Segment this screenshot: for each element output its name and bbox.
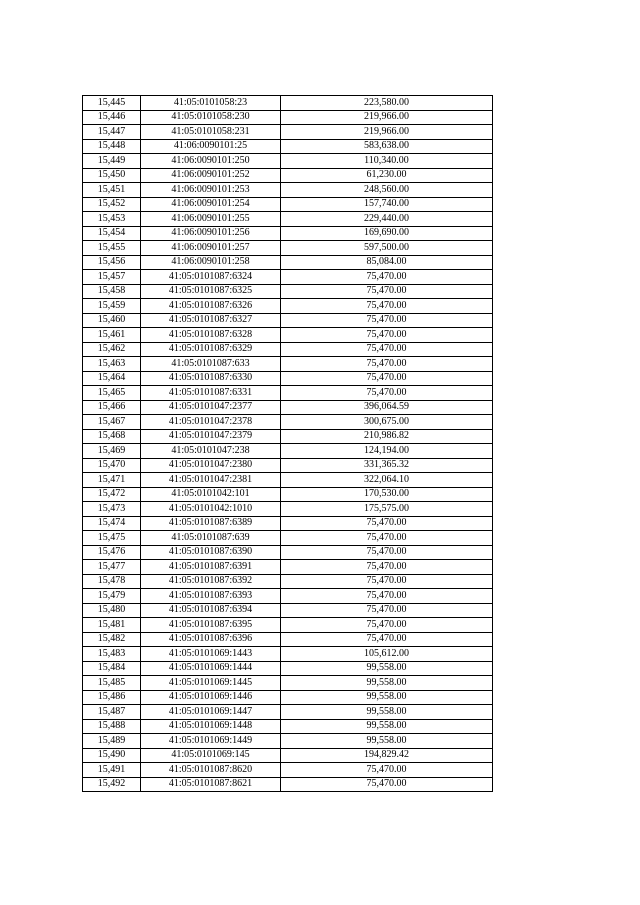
row-number-cell: 15,457 <box>83 270 141 285</box>
row-number-cell: 15,467 <box>83 415 141 430</box>
cadastral-number-cell: 41:05:0101069:1444 <box>141 661 281 676</box>
row-number-cell: 15,484 <box>83 661 141 676</box>
row-number-cell: 15,487 <box>83 705 141 720</box>
table-row <box>83 458 493 473</box>
table-row <box>83 168 493 183</box>
table-row <box>83 748 493 763</box>
cadastral-number-cell: 41:06:0090101:256 <box>141 226 281 241</box>
row-number-cell: 15,468 <box>83 429 141 444</box>
table-row <box>83 270 493 285</box>
value-cell: 75,470.00 <box>281 589 493 604</box>
table-row <box>83 415 493 430</box>
row-number-cell: 15,480 <box>83 603 141 618</box>
cadastral-number-cell: 41:05:0101069:1446 <box>141 690 281 705</box>
cadastral-number-cell: 41:05:0101087:6331 <box>141 386 281 401</box>
table-row <box>83 763 493 778</box>
table-row <box>83 241 493 256</box>
value-cell: 75,470.00 <box>281 313 493 328</box>
cadastral-number-cell: 41:06:0090101:253 <box>141 183 281 198</box>
row-number-cell: 15,465 <box>83 386 141 401</box>
value-cell: 75,470.00 <box>281 603 493 618</box>
cadastral-number-cell: 41:06:0090101:250 <box>141 154 281 169</box>
value-cell: 75,470.00 <box>281 763 493 778</box>
cadastral-number-cell: 41:05:0101058:23 <box>141 96 281 111</box>
value-cell: 157,740.00 <box>281 197 493 212</box>
row-number-cell: 15,486 <box>83 690 141 705</box>
row-number-cell: 15,466 <box>83 400 141 415</box>
row-number-cell: 15,470 <box>83 458 141 473</box>
cadastral-number-cell: 41:05:0101087:6326 <box>141 299 281 314</box>
value-cell: 75,470.00 <box>281 574 493 589</box>
row-number-cell: 15,478 <box>83 574 141 589</box>
table-row <box>83 96 493 111</box>
value-cell: 75,470.00 <box>281 632 493 647</box>
cadastral-number-cell: 41:05:0101047:2380 <box>141 458 281 473</box>
cadastral-number-cell: 41:05:0101087:6328 <box>141 328 281 343</box>
row-number-cell: 15,445 <box>83 96 141 111</box>
cadastral-number-cell: 41:05:0101087:6329 <box>141 342 281 357</box>
cadastral-number-cell: 41:05:0101087:639 <box>141 531 281 546</box>
value-cell: 75,470.00 <box>281 386 493 401</box>
row-number-cell: 15,453 <box>83 212 141 227</box>
row-number-cell: 15,492 <box>83 777 141 792</box>
row-number-cell: 15,490 <box>83 748 141 763</box>
cadastral-number-cell: 41:05:0101058:231 <box>141 125 281 140</box>
data-table <box>82 95 493 792</box>
row-number-cell: 15,485 <box>83 676 141 691</box>
value-cell: 396,064.59 <box>281 400 493 415</box>
value-cell: 75,470.00 <box>281 531 493 546</box>
value-cell: 194,829.42 <box>281 748 493 763</box>
table-body <box>83 96 493 792</box>
cadastral-number-cell: 41:06:0090101:255 <box>141 212 281 227</box>
table-row <box>83 473 493 488</box>
table-row <box>83 647 493 662</box>
cadastral-number-cell: 41:06:0090101:257 <box>141 241 281 256</box>
row-number-cell: 15,474 <box>83 516 141 531</box>
row-number-cell: 15,458 <box>83 284 141 299</box>
row-number-cell: 15,460 <box>83 313 141 328</box>
row-number-cell: 15,475 <box>83 531 141 546</box>
value-cell: 597,500.00 <box>281 241 493 256</box>
value-cell: 219,966.00 <box>281 125 493 140</box>
row-number-cell: 15,446 <box>83 110 141 125</box>
cadastral-number-cell: 41:06:0090101:258 <box>141 255 281 270</box>
table-row <box>83 197 493 212</box>
table-row <box>83 125 493 140</box>
row-number-cell: 15,488 <box>83 719 141 734</box>
cadastral-number-cell: 41:05:0101042:1010 <box>141 502 281 517</box>
cadastral-number-cell: 41:05:0101047:2378 <box>141 415 281 430</box>
cadastral-number-cell: 41:06:0090101:25 <box>141 139 281 154</box>
cadastral-number-cell: 41:05:0101069:1449 <box>141 734 281 749</box>
cadastral-number-cell: 41:05:0101087:6327 <box>141 313 281 328</box>
table-row <box>83 705 493 720</box>
table-row <box>83 400 493 415</box>
table-row <box>83 603 493 618</box>
table-row <box>83 734 493 749</box>
table-row <box>83 676 493 691</box>
value-cell: 75,470.00 <box>281 357 493 372</box>
cadastral-number-cell: 41:05:0101069:145 <box>141 748 281 763</box>
table-row <box>83 661 493 676</box>
cadastral-number-cell: 41:05:0101069:1448 <box>141 719 281 734</box>
row-number-cell: 15,473 <box>83 502 141 517</box>
value-cell: 223,580.00 <box>281 96 493 111</box>
table-row <box>83 371 493 386</box>
value-cell: 219,966.00 <box>281 110 493 125</box>
row-number-cell: 15,483 <box>83 647 141 662</box>
table-row <box>83 487 493 502</box>
value-cell: 61,230.00 <box>281 168 493 183</box>
table-row <box>83 255 493 270</box>
cadastral-number-cell: 41:05:0101087:6394 <box>141 603 281 618</box>
row-number-cell: 15,463 <box>83 357 141 372</box>
table-row <box>83 154 493 169</box>
value-cell: 110,340.00 <box>281 154 493 169</box>
value-cell: 99,558.00 <box>281 705 493 720</box>
row-number-cell: 15,464 <box>83 371 141 386</box>
cadastral-number-cell: 41:05:0101087:6393 <box>141 589 281 604</box>
value-cell: 75,470.00 <box>281 545 493 560</box>
row-number-cell: 15,452 <box>83 197 141 212</box>
table-row <box>83 139 493 154</box>
table-row <box>83 328 493 343</box>
value-cell: 75,470.00 <box>281 777 493 792</box>
table-row <box>83 719 493 734</box>
value-cell: 75,470.00 <box>281 299 493 314</box>
row-number-cell: 15,455 <box>83 241 141 256</box>
value-cell: 85,084.00 <box>281 255 493 270</box>
cadastral-number-cell: 41:05:0101087:6390 <box>141 545 281 560</box>
table-row <box>83 110 493 125</box>
value-cell: 170,530.00 <box>281 487 493 502</box>
table-row <box>83 690 493 705</box>
value-cell: 169,690.00 <box>281 226 493 241</box>
table-row <box>83 183 493 198</box>
row-number-cell: 15,477 <box>83 560 141 575</box>
value-cell: 75,470.00 <box>281 516 493 531</box>
value-cell: 322,064.10 <box>281 473 493 488</box>
value-cell: 105,612.00 <box>281 647 493 662</box>
row-number-cell: 15,459 <box>83 299 141 314</box>
table-row <box>83 313 493 328</box>
table-row <box>83 284 493 299</box>
row-number-cell: 15,482 <box>83 632 141 647</box>
value-cell: 210,986.82 <box>281 429 493 444</box>
cadastral-number-cell: 41:05:0101069:1445 <box>141 676 281 691</box>
table-row <box>83 429 493 444</box>
cadastral-number-cell: 41:05:0101087:6330 <box>141 371 281 386</box>
value-cell: 75,470.00 <box>281 560 493 575</box>
table-row <box>83 574 493 589</box>
value-cell: 175,575.00 <box>281 502 493 517</box>
cadastral-number-cell: 41:05:0101087:8621 <box>141 777 281 792</box>
row-number-cell: 15,447 <box>83 125 141 140</box>
cadastral-number-cell: 41:06:0090101:254 <box>141 197 281 212</box>
table-row <box>83 589 493 604</box>
row-number-cell: 15,461 <box>83 328 141 343</box>
table-row <box>83 502 493 517</box>
cadastral-number-cell: 41:05:0101047:2381 <box>141 473 281 488</box>
value-cell: 99,558.00 <box>281 661 493 676</box>
value-cell: 99,558.00 <box>281 734 493 749</box>
value-cell: 99,558.00 <box>281 676 493 691</box>
cadastral-number-cell: 41:05:0101087:6324 <box>141 270 281 285</box>
value-cell: 75,470.00 <box>281 270 493 285</box>
value-cell: 75,470.00 <box>281 618 493 633</box>
row-number-cell: 15,456 <box>83 255 141 270</box>
table-row <box>83 560 493 575</box>
row-number-cell: 15,448 <box>83 139 141 154</box>
value-cell: 75,470.00 <box>281 342 493 357</box>
value-cell: 229,440.00 <box>281 212 493 227</box>
table-row <box>83 444 493 459</box>
cadastral-number-cell: 41:05:0101058:230 <box>141 110 281 125</box>
row-number-cell: 15,481 <box>83 618 141 633</box>
cadastral-number-cell: 41:05:0101087:6392 <box>141 574 281 589</box>
row-number-cell: 15,454 <box>83 226 141 241</box>
value-cell: 99,558.00 <box>281 719 493 734</box>
value-cell: 99,558.00 <box>281 690 493 705</box>
value-cell: 75,470.00 <box>281 328 493 343</box>
row-number-cell: 15,479 <box>83 589 141 604</box>
row-number-cell: 15,491 <box>83 763 141 778</box>
row-number-cell: 15,476 <box>83 545 141 560</box>
table-row <box>83 531 493 546</box>
table-row <box>83 342 493 357</box>
table-row <box>83 632 493 647</box>
row-number-cell: 15,469 <box>83 444 141 459</box>
row-number-cell: 15,471 <box>83 473 141 488</box>
cadastral-number-cell: 41:05:0101087:6395 <box>141 618 281 633</box>
cadastral-number-cell: 41:06:0090101:252 <box>141 168 281 183</box>
value-cell: 300,675.00 <box>281 415 493 430</box>
table-row <box>83 212 493 227</box>
table-row <box>83 516 493 531</box>
value-cell: 75,470.00 <box>281 371 493 386</box>
table-row <box>83 545 493 560</box>
cadastral-number-cell: 41:05:0101087:6396 <box>141 632 281 647</box>
value-cell: 331,365.32 <box>281 458 493 473</box>
table-row <box>83 226 493 241</box>
table-row <box>83 299 493 314</box>
row-number-cell: 15,450 <box>83 168 141 183</box>
cadastral-number-cell: 41:05:0101047:238 <box>141 444 281 459</box>
value-cell: 583,638.00 <box>281 139 493 154</box>
row-number-cell: 15,462 <box>83 342 141 357</box>
cadastral-number-cell: 41:05:0101087:8620 <box>141 763 281 778</box>
cadastral-number-cell: 41:05:0101069:1443 <box>141 647 281 662</box>
cadastral-number-cell: 41:05:0101047:2377 <box>141 400 281 415</box>
cadastral-number-cell: 41:05:0101087:6391 <box>141 560 281 575</box>
row-number-cell: 15,472 <box>83 487 141 502</box>
cadastral-number-cell: 41:05:0101047:2379 <box>141 429 281 444</box>
row-number-cell: 15,449 <box>83 154 141 169</box>
value-cell: 124,194.00 <box>281 444 493 459</box>
value-cell: 75,470.00 <box>281 284 493 299</box>
table-row <box>83 777 493 792</box>
cadastral-number-cell: 41:05:0101087:6389 <box>141 516 281 531</box>
cadastral-number-cell: 41:05:0101042:101 <box>141 487 281 502</box>
cadastral-number-cell: 41:05:0101069:1447 <box>141 705 281 720</box>
cadastral-number-cell: 41:05:0101087:6325 <box>141 284 281 299</box>
row-number-cell: 15,451 <box>83 183 141 198</box>
row-number-cell: 15,489 <box>83 734 141 749</box>
cadastral-number-cell: 41:05:0101087:633 <box>141 357 281 372</box>
value-cell: 248,560.00 <box>281 183 493 198</box>
table-row <box>83 357 493 372</box>
table-row <box>83 386 493 401</box>
table-row <box>83 618 493 633</box>
